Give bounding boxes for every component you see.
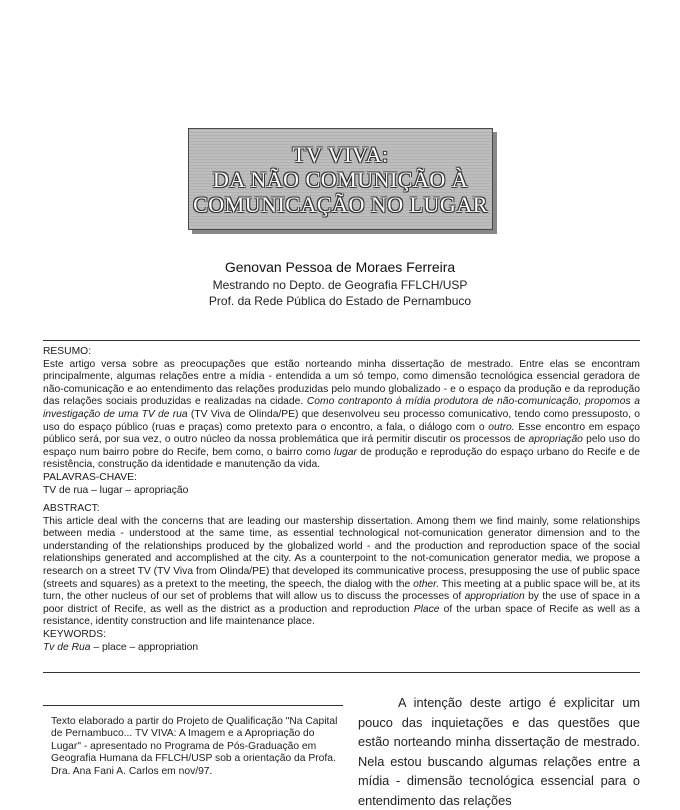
resumo-keywords: TV de rua – lugar – apropriação [43, 484, 189, 496]
top-divider [43, 340, 640, 341]
title-box [188, 128, 493, 230]
author-name: Genovan Pessoa de Moraes Ferreira [224, 259, 456, 275]
resumo-italic-c: apropriação [528, 434, 583, 446]
body-text: A intenção deste artigo é explicitar um pouco das inquietações e das questões que estão norteando minha dissertação de mestrado. Nela estou buscando algumas relações entre a mídia - dimensão tecnológica essencial para o entendimento das relações [358, 695, 640, 808]
resumo-text-c: Esse encontro em espaço público será, por sua vez, o outro núcleo da nossa problemática que irá permitir discutir os processos de [43, 421, 640, 446]
resumo-text-e: de produção e reprodução do espaço urbano do Recife e de resistência, construção da identidade e manutenção da vida. [43, 446, 641, 471]
author-block [0, 258, 680, 309]
abstract-label: ABSTRACT: [43, 503, 100, 514]
abstract-italic-b: appropriation [464, 591, 525, 603]
resumo-italic-b: outro. [488, 421, 515, 433]
resumo-label: RESUMO: [43, 346, 92, 357]
resumo-text-d: pelo uso do espaço num bairro pobre do Recife, bem como, o bairro como [43, 434, 641, 458]
abstract-italic-c: Place [413, 603, 440, 615]
author-position: Prof. da Rede Pública do Estado de Pernambuco [208, 294, 472, 308]
abstract-keywords-label: KEYWORDS: [43, 628, 106, 640]
abstract-section [43, 503, 640, 654]
title-line-2: DA NÃO COMUNIÇÃO À [212, 166, 469, 192]
abstract-text-d: of the urban space of Recife as well as a resistance, identity construction and life maintenance place. [43, 603, 640, 628]
title-line-1: TV VIVA: [292, 141, 389, 167]
resumo-section [43, 346, 640, 497]
title-line-3: COMUNICAÇÃO NO LUGAR [193, 191, 488, 217]
resumo-text-b: (TV Viva de Olinda/PE) que desenvolveu seu processo comunicativo, tendo como pressuposto, o uso do espaço público (ruas e praças) como pretexto para o encontro, a fala, o diálogo com o [43, 408, 640, 433]
resumo-italic-a: Como contraponto à mídia produtora de não-comunicação, propomos a investigação de uma TV de rua [43, 396, 640, 420]
abstract-text [43, 516, 640, 629]
resumo-italic-d: lugar [334, 446, 357, 458]
abstract-text-a: This article deal with the concerns that are leading our mastership dissertation. Among them we find mainly, some relationships between media - understood at the same time, as essential technological not-comunication generator dimension and to the understanding of the relationships produced by the globalized world - and the production and reproduction space of the social relationships generated and accomplished at the city. As a counterpoint to the not-comunication generator media, we propose a research on a street TV (TV Viva from Olinda/PE) that developed its communicative process, presupposing the use of public space (streets and squares) as a pretext to the meeting, the speech, the dialog with the [43, 515, 640, 590]
bottom-divider [43, 672, 640, 673]
abstract-text-c: by the use of space in a poor district of Recife, as well as the district as a production and reproduction [43, 591, 640, 615]
body-column [358, 693, 640, 810]
resumo-text [43, 359, 640, 472]
abstract-text-b: This meeting at a public space will be, at its turn, the other nucleus of our set of problems that will allow us to discuss the processes of [43, 578, 640, 603]
abstract-keywords [43, 642, 640, 655]
abstract-italic-a: other. [413, 578, 440, 590]
resumo-text-a: Este artigo versa sobre as preocupações que estão norteando minha dissertação de mestrado. Entre elas se encontram principalmente, algumas relações entre a mídia - entendida a um só tempo, como dimensão tecnológica essencial geradora de não-comunicação e ao entendimento das relações produzidas pelo mundo globalizado - e o espaço da produção e da reprodução das relações sociais produzidas e realizadas na cidade. [43, 358, 640, 408]
author-affiliation: Mestrando no Depto. de Geografia FFLCH/USP [212, 278, 468, 292]
abstract-keywords-italic: Tv de Rua [43, 641, 91, 653]
abstract-keywords-rest: – place – appropriation [90, 641, 199, 653]
footnote: Texto elaborado a partir do Projeto de Qualificação "Na Capital de Pernambuco... TV VIVA: A Imagem e a Apropriação do Lugar" - apresentado no Programa de Pós-Graduação em Geografia Humana da FFLCH/USP sob a orientação da Profa. Dra. Ana Fani A. Carlos em nov/97. [43, 705, 343, 785]
resumo-keywords-label: PALAVRAS-CHAVE: [43, 471, 137, 483]
